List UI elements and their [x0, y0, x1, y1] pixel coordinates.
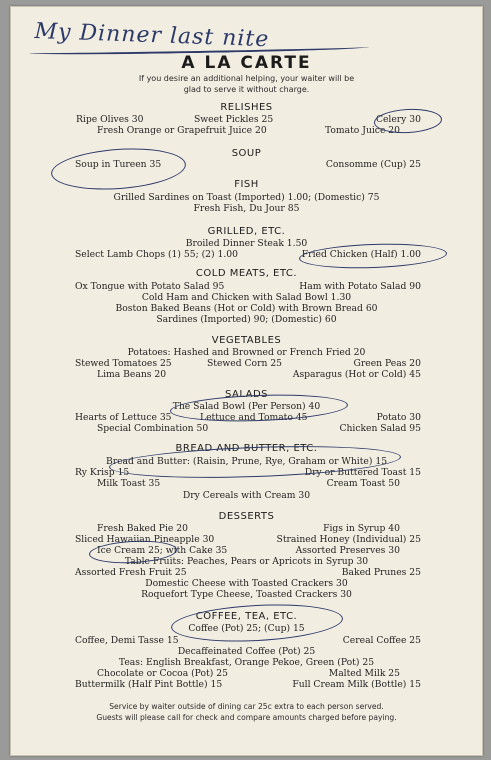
menu-item: Figs in Syrup 40: [323, 523, 400, 534]
menu-item: Ry Krisp 15: [75, 467, 130, 478]
menu-item: Hearts of Lettuce 35: [75, 412, 172, 423]
section-heading-vegetables: VEGETABLES: [211, 335, 282, 346]
footer-line-1: Service by waiter outside of dining car 25c extra to each person served.: [109, 702, 384, 711]
menu-item: Milk Toast 35: [97, 478, 161, 489]
menu-item: Select Lamb Chops (1) 55; (2) 1.00: [75, 249, 238, 260]
menu-item: Domestic Cheese with Toasted Crackers 30: [145, 578, 348, 589]
menu-item: Roquefort Type Cheese, Toasted Crackers 30: [141, 589, 352, 600]
menu-item: Cereal Coffee 25: [342, 635, 421, 646]
intro-text: [11, 73, 482, 95]
menu-item: Broiled Dinner Steak 1.50: [185, 238, 308, 249]
menu-item: Asparagus (Hot or Cold) 45: [292, 369, 421, 380]
menu-item: Assorted Preserves 30: [295, 545, 400, 556]
menu-item: Chocolate or Cocoa (Pot) 25: [97, 668, 228, 679]
menu-item: Malted Milk 25: [328, 668, 400, 679]
menu-item: Coffee (Pot) 25; (Cup) 15: [188, 623, 305, 634]
menu-item: Green Peas 20: [353, 358, 421, 369]
menu-item: Soup in Tureen 35: [75, 159, 162, 170]
section-heading-grilled: GRILLED, ETC.: [207, 226, 286, 237]
menu-item: Lettuce and Tomato 45: [200, 412, 308, 423]
footer-line-2: Guests will please call for check and compare amounts charged before paying.: [96, 713, 397, 722]
menu-item: Potato 30: [376, 412, 421, 423]
intro-line-1: If you desire an additional helping, your waiter will be: [138, 74, 355, 83]
section-heading-coffee-tea: COFFEE, TEA, ETC.: [195, 611, 298, 622]
menu-item: Dry or Buttered Toast 15: [304, 467, 421, 478]
menu-item: Sliced Hawaiian Pineapple 30: [75, 534, 215, 545]
menu-item: Celery 30: [375, 114, 421, 125]
menu-item: Consomme (Cup) 25: [325, 159, 421, 170]
section-heading-relishes: RELISHES: [220, 102, 273, 113]
intro-line-2: glad to serve it without charge.: [183, 85, 310, 94]
menu-item: Teas: English Breakfast, Orange Pekoe, Green (Pot) 25: [118, 657, 375, 668]
menu-item: Tomato Juice 20: [324, 125, 400, 136]
menu-item: Sweet Pickles 25: [194, 114, 274, 125]
menu-item: Cream Toast 50: [326, 478, 400, 489]
menu-item: Baked Prunes 25: [341, 567, 421, 578]
menu-item: Strained Honey (Individual) 25: [276, 534, 421, 545]
section-heading-desserts: DESSERTS: [218, 511, 275, 522]
menu-item: Fresh Orange or Grapefruit Juice 20: [97, 125, 267, 136]
menu-item: Ox Tongue with Potato Salad 95: [75, 281, 225, 292]
menu-page: [10, 6, 483, 756]
menu-item: Sardines (Imported) 90; (Domestic) 60: [156, 314, 337, 325]
menu-item: Decaffeinated Coffee (Pot) 25: [177, 646, 316, 657]
menu-item: Full Cream Milk (Bottle) 15: [292, 679, 421, 690]
menu-item: Fresh Baked Pie 20: [97, 523, 188, 534]
menu-item: Lima Beans 20: [97, 369, 167, 380]
menu-item: Coffee, Demi Tasse 15: [75, 635, 179, 646]
menu-item: Cold Ham and Chicken with Salad Bowl 1.30: [141, 292, 352, 303]
handwritten-note: My Dinner last nite: [34, 19, 270, 53]
menu-item: Boston Baked Beans (Hot or Cold) with Brown Bread 60: [115, 303, 378, 314]
ink-circle-coffee: [170, 601, 344, 646]
menu-item: Fresh Fish, Du Jour 85: [193, 203, 300, 214]
menu-item: Assorted Fresh Fruit 25: [75, 567, 187, 578]
menu-item: Ice Cream 25; with Cake 35: [97, 545, 228, 556]
menu-item: Dry Cereals with Cream 30: [182, 490, 311, 501]
menu-item: Stewed Tomatoes 25: [75, 358, 172, 369]
menu-item: Special Combination 50: [97, 423, 209, 434]
section-heading-fish: FISH: [234, 179, 259, 190]
menu-item: Table Fruits: Peaches, Pears or Apricots in Syrup 30: [124, 556, 369, 567]
menu-item: The Salad Bowl (Per Person) 40: [172, 401, 321, 412]
menu-item: Fried Chicken (Half) 1.00: [301, 249, 421, 260]
menu-item: Ham with Potato Salad 90: [299, 281, 421, 292]
menu-item: Chicken Salad 95: [339, 423, 421, 434]
menu-item: Stewed Corn 25: [207, 358, 283, 369]
menu-title: A LA CARTE: [181, 53, 312, 73]
section-heading-salads: SALADS: [224, 389, 269, 400]
menu-item: Bread and Butter: (Raisin, Prune, Rye, Graham or White) 15: [105, 456, 388, 467]
menu-item: Buttermilk (Half Pint Bottle) 15: [75, 679, 223, 690]
section-heading-bread-butter: BREAD AND BUTTER, ETC.: [175, 443, 318, 454]
menu-item: Potatoes: Hashed and Browned or French Fried 20: [127, 347, 366, 358]
menu-item: Ripe Olives 30: [76, 114, 144, 125]
section-heading-cold-meats: COLD MEATS, ETC.: [195, 268, 298, 279]
section-heading-soup: SOUP: [231, 148, 262, 159]
menu-item: Grilled Sardines on Toast (Imported) 1.00; (Domestic) 75: [113, 192, 380, 203]
